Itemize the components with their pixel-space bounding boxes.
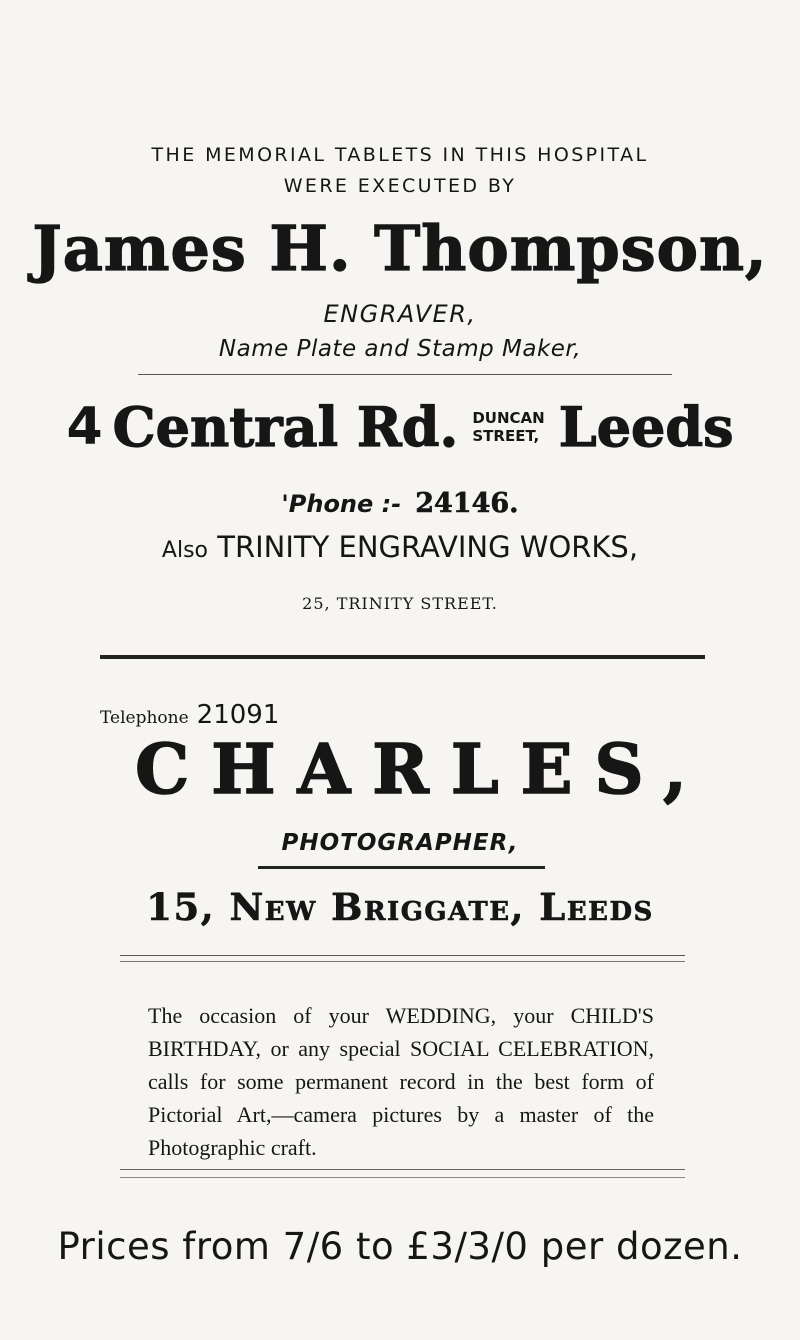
divider bbox=[138, 374, 672, 375]
engraver-address bbox=[0, 395, 800, 459]
street-bottom: STREET, bbox=[472, 427, 540, 445]
phone-number: 24146. bbox=[415, 488, 519, 519]
works-line bbox=[0, 530, 800, 564]
prices-line: Prices from 7/6 to £3/3/0 per dozen. bbox=[57, 1225, 743, 1268]
intro-line-2: WERE EXECUTED BY bbox=[283, 175, 517, 197]
street-top: DUNCAN bbox=[472, 409, 545, 427]
address-city: Leeds bbox=[558, 395, 734, 459]
phone-label: 'Phone :- bbox=[281, 490, 402, 518]
engraver-subtitle: Name Plate and Stamp Maker, bbox=[218, 336, 582, 362]
telephone-number: 21091 bbox=[196, 700, 280, 730]
divider bbox=[120, 955, 685, 956]
engraver-phone bbox=[0, 488, 800, 519]
divider bbox=[120, 1177, 685, 1178]
divider bbox=[120, 961, 685, 962]
photographer-paragraph: The occasion of your WEDDING, your CHILD'S BIRTHDAY, or any special SOCIAL CELEBRATION, calls for some permanent record in the best form of Pictorial Art,—camera pictures by a master of the Photographic craft. bbox=[148, 1003, 654, 1160]
section-divider bbox=[100, 655, 705, 659]
photographer-name: CHARLES, bbox=[135, 730, 709, 810]
photographer-address: 15, New Briggate, Leeds bbox=[146, 885, 654, 929]
engraver-trade: ENGRAVER, bbox=[323, 300, 477, 328]
engraver-name: James H. Thompson, bbox=[32, 212, 768, 285]
photographer-telephone bbox=[100, 700, 279, 730]
intro-line-1: THE MEMORIAL TABLETS IN THIS HOSPITAL bbox=[151, 144, 649, 166]
works-address: 25, TRINITY STREET. bbox=[302, 594, 498, 613]
street-stack bbox=[472, 409, 544, 445]
divider bbox=[120, 1169, 685, 1170]
trade-underline bbox=[258, 866, 545, 869]
address-number: 4 bbox=[66, 397, 103, 457]
photographer-trade: PHOTOGRAPHER, bbox=[281, 830, 519, 856]
address-road: Central Rd. bbox=[112, 395, 459, 459]
works-name: TRINITY ENGRAVING WORKS, bbox=[217, 530, 639, 564]
telephone-label: Telephone bbox=[100, 708, 189, 728]
works-prefix: Also bbox=[161, 538, 209, 563]
